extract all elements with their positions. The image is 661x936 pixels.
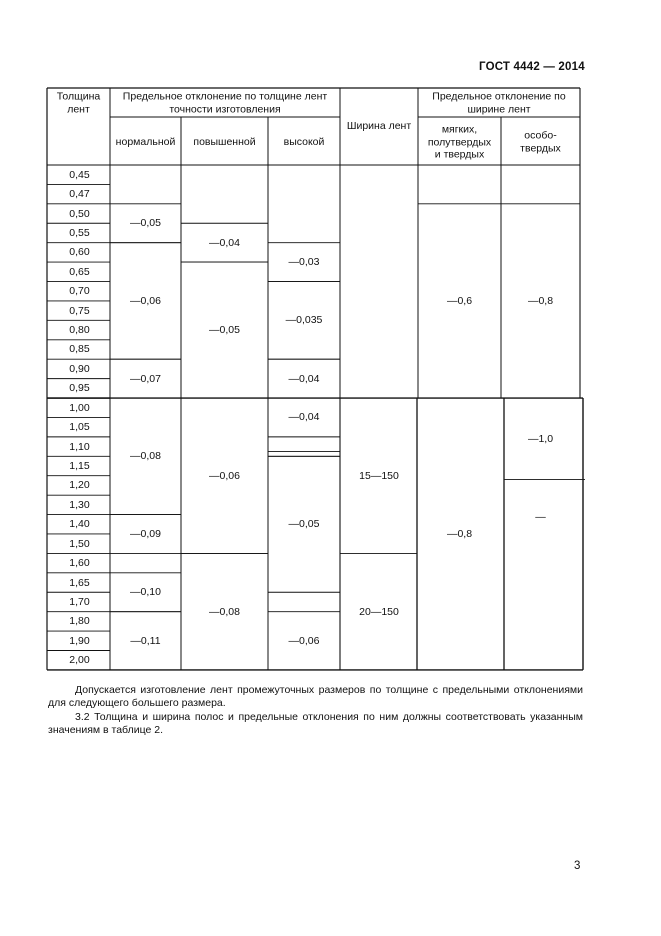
header-increased-precision: повышенной [193, 135, 256, 148]
normal-deviation-cell: —0,08 [130, 450, 161, 463]
thickness-cell: 1,60 [69, 557, 90, 570]
increased-deviation-cell: —0,04 [209, 236, 240, 249]
soft-width-deviation-cell: —0,8 [446, 527, 473, 540]
thickness-cell: 1,30 [69, 498, 90, 511]
thickness-cell: 0,75 [69, 304, 90, 317]
clause-3-2-paragraph: 3.2 Толщина и ширина полос и предельные отклонения по ним должны соответствовать указанным значениям в таблице 2. [48, 711, 583, 736]
thickness-cell: 1,15 [69, 460, 90, 472]
extra-hard-width-deviation-cell: —1,0 [527, 432, 554, 445]
normal-deviation-cell: —0,07 [130, 372, 161, 385]
thickness-cell: 1,05 [69, 421, 90, 434]
thickness-cell: 0,80 [69, 324, 90, 337]
header-normal-precision: нормальной [115, 135, 176, 148]
header-thickness: Толщина лент [56, 90, 101, 115]
thickness-cell: 1,65 [69, 576, 90, 589]
header-thickness-deviation-group: Предельное отклонение по толщине лент точности изготовления [122, 90, 328, 115]
normal-deviation-cell: —0,09 [130, 527, 161, 540]
thickness-cell: 0,90 [69, 362, 90, 375]
thickness-cell: 0,47 [69, 188, 90, 201]
thickness-cell: 1,20 [69, 479, 90, 492]
width-cell: 15—150 [359, 469, 399, 482]
thickness-cell: 0,85 [69, 343, 90, 356]
normal-deviation-cell: —0,11 [130, 634, 161, 647]
extra-hard-width-deviation-cell: —0,8 [527, 294, 554, 307]
thickness-cell: 0,95 [69, 382, 90, 395]
high-deviation-cell: —0,05 [288, 518, 320, 531]
extra-hard-width-deviation-cell: — [535, 510, 546, 523]
thickness-cell: 1,80 [69, 615, 90, 628]
note-paragraph: Допускается изготовление лент промежуточных размеров по толщине с предельными отклонениями для следующего большего размера. [48, 684, 583, 709]
document-header: ГОСТ 4442 — 2014 [479, 61, 585, 73]
thickness-cell: 0,60 [69, 246, 90, 259]
normal-deviation-cell: —0,05 [130, 217, 161, 230]
width-cell: 20—150 [359, 605, 399, 618]
thickness-cell: 0,55 [69, 226, 90, 239]
thickness-cell: 1,70 [69, 595, 90, 608]
thickness-cell: 1,50 [69, 537, 90, 550]
thickness-cell: 0,65 [69, 265, 90, 278]
thickness-cell: 1,10 [69, 440, 90, 453]
normal-deviation-cell: —0,10 [130, 586, 161, 599]
header-width-deviation-group: Предельное отклонение по ширине лент [432, 90, 566, 115]
thickness-cell: 1,90 [69, 634, 90, 647]
thickness-cell: 1,40 [69, 518, 90, 531]
header-high-precision: высокой [283, 135, 325, 148]
normal-deviation-cell: —0,06 [130, 294, 161, 307]
increased-deviation-cell: —0,05 [209, 324, 240, 337]
increased-deviation-cell: —0,06 [209, 469, 240, 482]
high-deviation-cell: —0,06 [288, 634, 320, 647]
high-deviation-cell: —0,04 [288, 372, 320, 385]
header-strip-width: Ширина лент [346, 119, 412, 132]
thickness-cell: 1,00 [69, 401, 90, 414]
thickness-cell: 0,70 [69, 285, 90, 298]
soft-width-deviation-cell: —0,6 [446, 294, 473, 307]
high-deviation-cell: —0,04 [288, 411, 320, 424]
high-deviation-cell: —0,03 [288, 256, 320, 269]
header-soft-semi-hard: мягких, полутвердых и твердых [427, 123, 492, 161]
page-number: 3 [574, 860, 581, 872]
header-extra-hard: особо- твердых [520, 129, 561, 154]
high-deviation-cell: —0,035 [285, 314, 323, 327]
thickness-cell: 0,50 [69, 207, 90, 220]
thickness-cell: 0,45 [69, 168, 90, 181]
thickness-cell: 2,00 [69, 654, 90, 667]
increased-deviation-cell: —0,08 [209, 605, 240, 618]
